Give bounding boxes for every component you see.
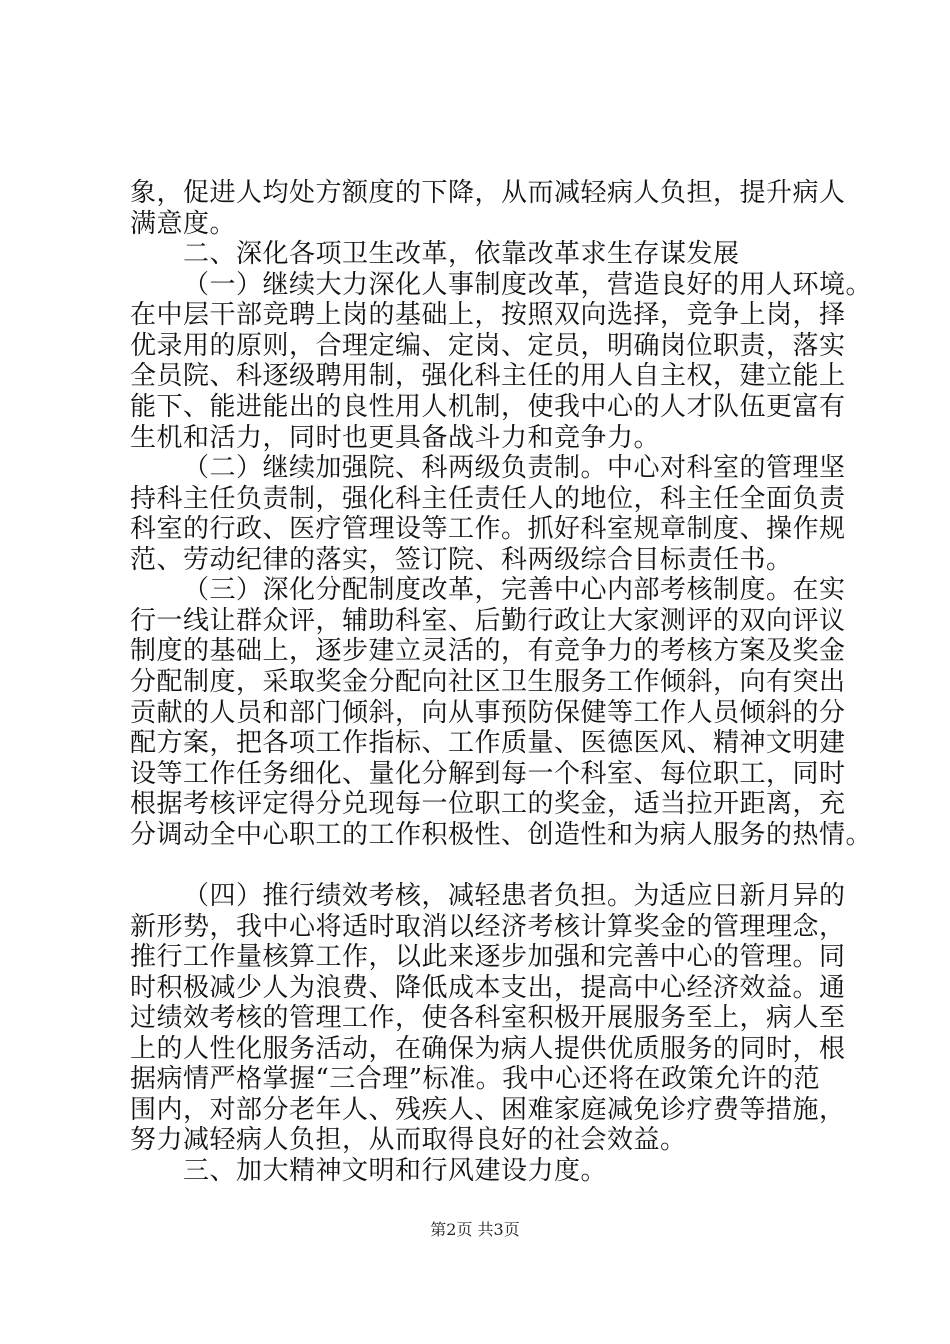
text-line: 象，促进人均处方额度的下降，从而减轻病人负担，提升病人: [130, 178, 846, 208]
text-line: 设等工作任务细化、量化分解到每一个科室、每位职工，同时: [130, 759, 846, 789]
text-line: 全员院、科逐级聘用制，强化科主任的用人自主权，建立能上: [130, 361, 846, 391]
text-line: 围内，对部分老年人、残疾人、困难家庭减免诊疗费等措施，: [130, 1095, 846, 1125]
text-line: 行一线让群众评，辅助科室、后勤行政让大家测评的双向评议: [130, 606, 846, 636]
text-line: 持科主任负责制，强化科主任责任人的地位，科主任全面负责: [130, 484, 846, 514]
text-line: 生机和活力，同时也更具备战斗力和竞争力。: [130, 423, 661, 453]
text-line: 在中层干部竞聘上岗的基础上，按照双向选择，竞争上岗，择: [130, 300, 846, 330]
text-line: 推行工作量核算工作，以此来逐步加强和完善中心的管理。同: [130, 942, 846, 972]
text-line: 科室的行政、医疗管理设等工作。抓好科室规章制度、操作规: [130, 514, 846, 544]
section-heading: 二、深化各项卫生改革，依靠改革求生存谋发展: [183, 239, 740, 269]
text-line: 新形势，我中心将适时取消以经济考核计算奖金的管理理念，: [130, 912, 846, 942]
section-heading: 三、加大精神文明和行风建设力度。: [183, 1156, 608, 1186]
text-line: 努力减轻病人负担，从而取得良好的社会效益。: [130, 1125, 687, 1155]
subsection-heading: （一）继续大力深化人事制度改革，营造良好的用人环境。: [183, 270, 873, 300]
text-line: 满意度。: [130, 209, 237, 239]
text-line: 根据考核评定得分兑现每一位职工的奖金，适当拉开距离，充: [130, 789, 846, 819]
subsection-heading: （四）推行绩效考核，减轻患者负担。为适应日新月异的: [183, 881, 846, 911]
text-line: 范、劳动纪律的落实，签订院、科两级综合目标责任书。: [130, 545, 793, 575]
text-line: 过绩效考核的管理工作，使各科室积极开展服务至上，病人至: [130, 1003, 846, 1033]
text-line: 优录用的原则，合理定编、定岗、定员，明确岗位职责，落实: [130, 331, 846, 361]
page-footer: 第2页 共3页: [430, 1220, 520, 1239]
text-line: 时积极减少人为浪费、降低成本支出，提高中心经济效益。通: [130, 973, 846, 1003]
text-line: 据病情严格掌握“三合理”标准。我中心还将在政策允许的范: [130, 1064, 821, 1094]
text-line: 上的人性化服务活动，在确保为病人提供优质服务的同时，根: [130, 1034, 846, 1064]
text-line: 贡献的人员和部门倾斜，向从事预防保健等工作人员倾斜的分: [130, 698, 846, 728]
text-line: 分配制度，采取奖金分配向社区卫生服务工作倾斜，向有突出: [130, 667, 846, 697]
text-line: 配方案，把各项工作指标、工作质量、医德医风、精神文明建: [130, 728, 846, 758]
text-line: 制度的基础上，逐步建立灵活的，有竞争力的考核方案及奖金: [130, 636, 846, 666]
text-line: 能下、能进能出的良性用人机制，使我中心的人才队伍更富有: [130, 392, 846, 422]
subsection-heading: （二）继续加强院、科两级负责制。中心对科室的管理坚: [183, 453, 846, 483]
text-line: 分调动全中心职工的工作积极性、创造性和为病人服务的热情。: [130, 820, 873, 850]
subsection-heading: （三）深化分配制度改革，完善中心内部考核制度。在实: [183, 575, 846, 605]
